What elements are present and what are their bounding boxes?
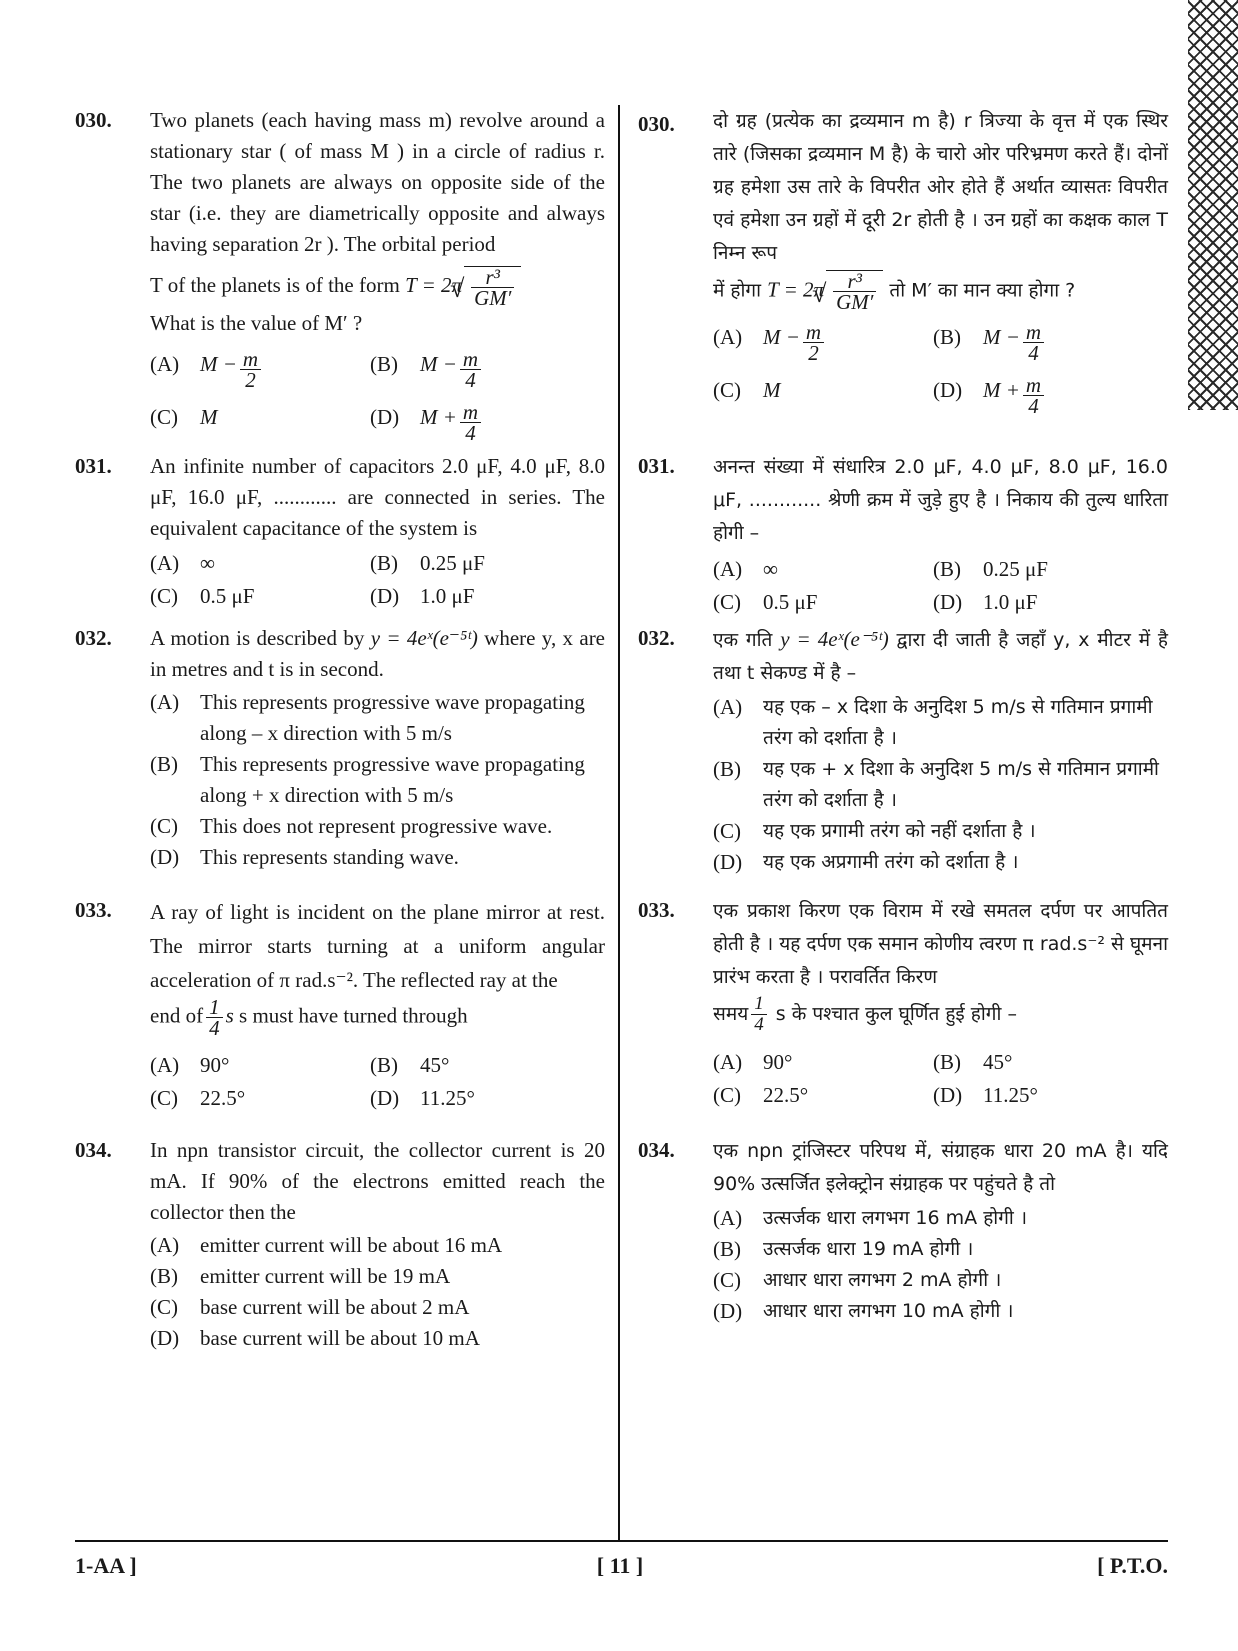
option-d[interactable]: (D) 11.25° xyxy=(370,1086,475,1110)
option-d[interactable]: (D) M + $\frac{m}{4}$ xyxy=(933,375,1153,416)
option-c[interactable]: (C) आधार धारा लगभग 2 mA होगी । xyxy=(713,1268,1002,1292)
option-c[interactable]: (C) 22.5° xyxy=(150,1086,246,1110)
question-text: An infinite number of capacitors 2.0 μF, 4.0 μF, 8.0 μF, 16.0 μF, ............ are connected in series. The equivalent capacitance of the system is xyxy=(150,454,605,540)
options-list xyxy=(150,1230,605,1354)
question-032-en xyxy=(75,623,605,883)
option-c[interactable]: (C) base current will be about 2 mA xyxy=(150,1295,470,1319)
sqrt-expression: √ $\frac{\text{r³}}{GM'}$ xyxy=(826,270,883,312)
options-grid xyxy=(150,1050,605,1114)
question-text: दो ग्रह (प्रत्येक का द्रव्यमान m है) r त्रिज्या के वृत्त में एक स्थिर तारे (जिसका द्रव्यमान M है) के चारो ओर परिभ्रमण करते हैं। दोनों ग्रह हमेशा उस तारे के विपरीत ओर होते हैं अर्थात व्यासतः विपरीत एवं हमेशा उन ग्रहों में दूरी 2r होती है । उन ग्रहों का कक्षक काल T निम्न रूप xyxy=(713,110,1168,264)
options-grid xyxy=(713,322,1168,416)
question-text: A ray of light is incident on the plane mirror at rest. The mirror starts turning at a uniform angular acceleration of π rad.s⁻². The reflected ray at the xyxy=(150,900,605,992)
question-number: 030. xyxy=(638,112,675,136)
question-text-formula-line: T of the planets is of the form T = 2π √ $\frac{\text{r³}}{GM'}$ xyxy=(150,266,605,308)
option-b[interactable]: (B) M − $\frac{m}{4}$ xyxy=(933,322,1153,363)
question-text: एक प्रकाश किरण एक विराम में रखे समतल दर्पण पर आपतित होती है । यह दर्पण एक समान कोणीय त्वरण π rad.s⁻² से घूमना प्रारंभ करता है । परावर्तित किरण xyxy=(713,900,1168,988)
option-b[interactable]: (B) 45° xyxy=(370,1053,450,1077)
options-list xyxy=(150,687,605,873)
question-number: 032. xyxy=(638,626,675,650)
question-number: 031. xyxy=(75,454,112,478)
booklet-code: 1-AA ] xyxy=(75,1553,137,1578)
options-list xyxy=(713,692,1168,878)
question-text: एक गति y = 4eˣ(e⁻⁵ᵗ) द्वारा दी जाती है जहाँ y, x मीटर में है तथा t सेकण्ड में है – xyxy=(713,627,1169,684)
question-number: 033. xyxy=(75,898,112,922)
option-a[interactable]: (A) 90° xyxy=(150,1053,230,1077)
question-text-fraction-line: end of $\frac{1}{4}$ s s must have turned through xyxy=(150,995,468,1040)
option-a[interactable]: (A) 90° xyxy=(713,1050,793,1074)
option-c[interactable]: (C) M xyxy=(150,405,218,429)
option-a[interactable]: (A) ∞ xyxy=(713,557,778,581)
question-number: 031. xyxy=(638,454,675,478)
option-b[interactable]: (B) यह एक + x दिशा के अनुदिश 5 m/s से गतिमान प्रगामी तरंग को दर्शाता है । xyxy=(713,757,1159,811)
english-column xyxy=(75,105,605,1354)
option-a[interactable]: (A) उत्सर्जक धारा लगभग 16 mA होगी । xyxy=(713,1206,1028,1230)
question-text: अनन्त संख्या में संधारित्र 2.0 μF, 4.0 μF, 8.0 μF, 16.0 μF, ............ श्रेणी क्रम में जुड़े हुए है । निकाय की तुल्य धारिता होगी – xyxy=(713,456,1168,544)
question-034-en xyxy=(75,1135,605,1354)
option-b[interactable]: (B) 45° xyxy=(933,1050,1013,1074)
hindi-column xyxy=(638,105,1168,1327)
option-a[interactable]: (A) ∞ xyxy=(150,551,215,575)
question-text-end: What is the value of M′ ? xyxy=(150,311,363,335)
sqrt-expression: √ $\frac{\text{r³}}{GM'}$ xyxy=(464,266,521,308)
options-grid xyxy=(150,349,605,443)
option-b[interactable]: (B) This represents progressive wave propagating along + x direction with 5 m/s xyxy=(150,752,585,807)
question-030-en xyxy=(75,105,605,445)
question-text-fraction-line: समय $\frac{1}{4}$ s के पश्चात कुल घूर्णित हुई होगी – xyxy=(713,993,1017,1035)
question-030-hi xyxy=(638,105,1168,435)
option-a[interactable]: (A) यह एक – x दिशा के अनुदिश 5 m/s से गतिमान प्रगामी तरंग को दर्शाता है । xyxy=(713,695,1153,749)
question-number: 030. xyxy=(75,108,112,132)
option-d[interactable]: (D) base current will be about 10 mA xyxy=(150,1326,480,1350)
question-text: A motion is described by y = 4eˣ(e⁻⁵ᵗ) where y, x are in metres and t is in second. xyxy=(150,626,606,681)
option-d[interactable]: (D) 11.25° xyxy=(933,1083,1038,1107)
option-a[interactable]: (A) emitter current will be about 16 mA xyxy=(150,1233,503,1257)
question-text-formula-line: में होगा T = 2π √ $\frac{\text{r³}}{GM'}$ तो M′ का मान क्या होगा ? xyxy=(713,270,1168,312)
option-a[interactable]: (A) M − $\frac{m}{2}$ xyxy=(713,322,933,363)
option-a[interactable]: (A) This represents progressive wave propagating along – x direction with 5 m/s xyxy=(150,690,585,745)
option-c[interactable]: (C) M xyxy=(713,378,781,402)
option-a[interactable]: (A) M − $\frac{m}{2}$ xyxy=(150,349,370,390)
option-d[interactable]: (D) M + $\frac{m}{4}$ xyxy=(370,402,590,443)
option-b[interactable]: (B) emitter current will be 19 mA xyxy=(150,1264,451,1288)
options-grid xyxy=(713,1047,1168,1111)
question-text: Two planets (each having mass m) revolve around a stationary star ( of mass M ) in a circle of radius r. The two planets are always on opposite side of the star (i.e. they are diametrically opposite and always having separation 2r ). The orbital period xyxy=(150,108,605,256)
option-d[interactable]: (D) This represents standing wave. xyxy=(150,845,459,869)
option-c[interactable]: (C) 22.5° xyxy=(713,1083,809,1107)
option-d[interactable]: (D) आधार धारा लगभग 10 mA होगी । xyxy=(713,1299,1014,1323)
option-b[interactable]: (B) M − $\frac{m}{4}$ xyxy=(370,349,590,390)
option-c[interactable]: (C) 0.5 μF xyxy=(150,584,255,608)
option-c[interactable]: (C) 0.5 μF xyxy=(713,590,818,614)
option-b[interactable]: (B) 0.25 μF xyxy=(370,551,485,575)
column-divider xyxy=(618,105,620,1540)
question-text: एक npn ट्रांजिस्टर परिपथ में, संग्राहक धारा 20 mA है। यदि 90% उत्सर्जित इलेक्ट्रोन संग्राहक पर पहुंचते है तो xyxy=(713,1140,1168,1195)
page-number: [ 11 ] xyxy=(596,1553,644,1578)
option-b[interactable]: (B) उत्सर्जक धारा 19 mA होगी । xyxy=(713,1237,974,1261)
question-number: 034. xyxy=(75,1138,112,1162)
option-c[interactable]: (C) यह एक प्रगामी तरंग को नहीं दर्शाता है । xyxy=(713,819,1036,843)
question-number: 033. xyxy=(638,898,675,922)
question-033-en xyxy=(75,895,605,1125)
options-grid xyxy=(150,548,605,612)
question-034-hi xyxy=(638,1135,1168,1327)
option-d[interactable]: (D) 1.0 μF xyxy=(370,584,475,608)
options-list xyxy=(713,1203,1168,1327)
question-033-hi xyxy=(638,895,1168,1125)
question-number: 032. xyxy=(75,626,112,650)
question-031-en xyxy=(75,451,605,611)
please-turn-over: [ P.T.O. xyxy=(1097,1553,1168,1578)
option-d[interactable]: (D) यह एक अप्रगामी तरंग को दर्शाता है । xyxy=(713,850,1019,874)
option-c[interactable]: (C) This does not represent progressive wave. xyxy=(150,814,553,838)
question-031-hi xyxy=(638,451,1168,614)
question-text: In npn transistor circuit, the collector current is 20 mA. If 90% of the electrons emitted reach the collector then the xyxy=(150,1138,605,1224)
options-grid xyxy=(713,554,1168,618)
question-032-hi xyxy=(638,623,1168,883)
option-d[interactable]: (D) 1.0 μF xyxy=(933,590,1038,614)
option-b[interactable]: (B) 0.25 μF xyxy=(933,557,1048,581)
question-number: 034. xyxy=(638,1138,675,1162)
footer-rule xyxy=(75,1540,1168,1542)
decorative-border-pattern xyxy=(1188,0,1238,410)
